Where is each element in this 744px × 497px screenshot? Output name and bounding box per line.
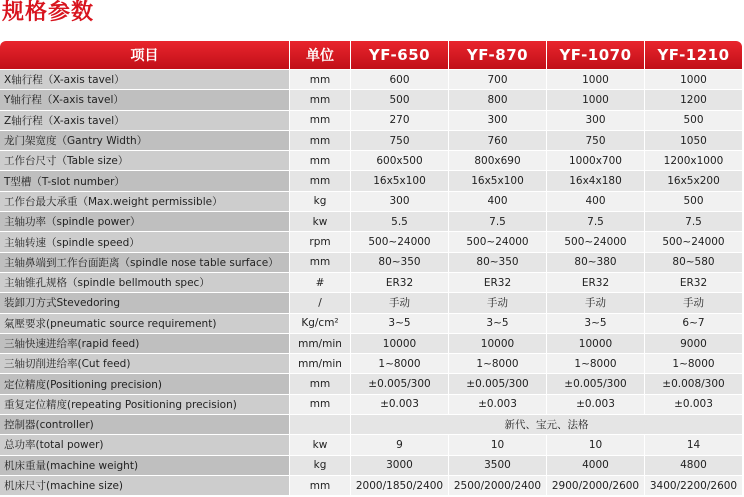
row-item-label: 工作台尺寸（Table size） [0, 150, 290, 170]
row-value: 1200x1000 [645, 150, 742, 170]
row-unit: kw [290, 434, 351, 454]
row-value: 400 [449, 191, 547, 211]
row-item-label: 定位精度(Positioning precision) [0, 373, 290, 393]
row-value: 10 [449, 434, 547, 454]
row-value: ±0.005/300 [351, 373, 449, 393]
table-row [0, 373, 742, 393]
row-value: ±0.008/300 [645, 373, 742, 393]
header-model: YF-650 [351, 41, 449, 69]
row-unit: mm [290, 373, 351, 393]
row-value: 500~24000 [449, 231, 547, 251]
row-item-label: 总功率(total power) [0, 434, 290, 454]
row-value: ±0.003 [547, 394, 645, 414]
page-title: 规格参数 [2, 0, 95, 25]
row-value: 600 [351, 69, 449, 89]
row-value: 500~24000 [351, 231, 449, 251]
row-value: 500 [351, 89, 449, 109]
row-item-label: 主轴功率（spindle power） [0, 211, 290, 231]
table-row [0, 191, 742, 211]
row-value: 4000 [547, 455, 645, 475]
row-value: ±0.003 [351, 394, 449, 414]
row-merged-value: 新代、宝元、法格 [351, 414, 742, 434]
row-value: 500~24000 [547, 231, 645, 251]
row-value: 80~580 [645, 252, 742, 272]
row-value: 1000 [645, 69, 742, 89]
header-model: YF-870 [449, 41, 547, 69]
row-value: 16x5x100 [449, 170, 547, 190]
table-row [0, 170, 742, 190]
table-row [0, 231, 742, 251]
row-value: 2900/2000/2600 [547, 475, 645, 495]
row-value: 500 [645, 110, 742, 130]
row-value: 6~7 [645, 313, 742, 333]
row-value: 3~5 [449, 313, 547, 333]
table-row [0, 313, 742, 333]
row-item-label: 三轴快速进给率(rapid feed) [0, 333, 290, 353]
row-value: 10000 [547, 333, 645, 353]
row-value: 80~350 [449, 252, 547, 272]
row-value: 9000 [645, 333, 742, 353]
row-value: 3~5 [351, 313, 449, 333]
row-value: 16x4x180 [547, 170, 645, 190]
row-value: 2500/2000/2400 [449, 475, 547, 495]
row-item-label: 三轴切削进给率(Cut feed) [0, 353, 290, 373]
row-value: 手动 [449, 292, 547, 312]
row-value: 10000 [449, 333, 547, 353]
row-value: 4800 [645, 455, 742, 475]
table-row [0, 110, 742, 130]
row-unit: mm [290, 110, 351, 130]
spec-table [0, 41, 742, 495]
row-unit: / [290, 292, 351, 312]
row-item-label: Z轴行程（X-axis tavel） [0, 110, 290, 130]
row-value: 手动 [547, 292, 645, 312]
row-item-label: 氣壓要求(pneumatic source requirement) [0, 313, 290, 333]
row-item-label: 主轴转速（spindle speed） [0, 231, 290, 251]
row-value: 1~8000 [547, 353, 645, 373]
row-value: 1~8000 [645, 353, 742, 373]
row-value: 750 [351, 130, 449, 150]
row-value: 16x5x200 [645, 170, 742, 190]
row-value: 14 [645, 434, 742, 454]
row-item-label: 机床尺寸(machine size) [0, 475, 290, 495]
row-value: ER32 [645, 272, 742, 292]
row-item-label: 装卸刀方式Stevedoring [0, 292, 290, 312]
table-row [0, 414, 742, 434]
row-value: 400 [547, 191, 645, 211]
row-value: 80~350 [351, 252, 449, 272]
row-value: 5.5 [351, 211, 449, 231]
row-value: 1000 [547, 69, 645, 89]
row-unit: mm [290, 394, 351, 414]
row-value: 300 [449, 110, 547, 130]
row-unit: mm [290, 252, 351, 272]
header-unit: 单位 [290, 41, 351, 69]
row-value: 800 [449, 89, 547, 109]
row-unit: mm [290, 130, 351, 150]
table-row [0, 252, 742, 272]
spec-body [0, 69, 742, 495]
table-row [0, 272, 742, 292]
row-value: ER32 [547, 272, 645, 292]
row-value: 800x690 [449, 150, 547, 170]
row-value: 750 [547, 130, 645, 150]
row-unit: kw [290, 211, 351, 231]
row-item-label: Y轴行程（X-axis tavel） [0, 89, 290, 109]
row-value: 1050 [645, 130, 742, 150]
row-value: ±0.003 [645, 394, 742, 414]
row-unit: mm/min [290, 353, 351, 373]
row-value: 10 [547, 434, 645, 454]
row-value: 80~380 [547, 252, 645, 272]
table-row [0, 434, 742, 454]
row-value: 300 [547, 110, 645, 130]
row-value: ±0.005/300 [449, 373, 547, 393]
row-item-label: 主轴锥孔规格（spindle bellmouth spec） [0, 272, 290, 292]
row-value: 手动 [351, 292, 449, 312]
row-value: ±0.005/300 [547, 373, 645, 393]
row-item-label: 重复定位精度(repeating Positioning precision) [0, 394, 290, 414]
table-row [0, 69, 742, 89]
table-row [0, 89, 742, 109]
table-row [0, 394, 742, 414]
row-item-label: 主轴鼻端到工作台面距离（spindle nose table surface） [0, 252, 290, 272]
table-row [0, 130, 742, 150]
row-value: 16x5x100 [351, 170, 449, 190]
row-value: ±0.003 [449, 394, 547, 414]
row-value: 300 [351, 191, 449, 211]
row-unit: Kg/cm² [290, 313, 351, 333]
row-value: 7.5 [547, 211, 645, 231]
row-value: 7.5 [449, 211, 547, 231]
header-item: 项目 [0, 41, 290, 69]
row-value: 1~8000 [351, 353, 449, 373]
row-item-label: X轴行程（X-axis tavel） [0, 69, 290, 89]
row-value: 1~8000 [449, 353, 547, 373]
row-value: 1000x700 [547, 150, 645, 170]
row-item-label: 机床重量(machine weight) [0, 455, 290, 475]
row-value: 7.5 [645, 211, 742, 231]
row-unit: rpm [290, 231, 351, 251]
row-unit: # [290, 272, 351, 292]
row-unit: mm/min [290, 333, 351, 353]
row-value: 760 [449, 130, 547, 150]
row-unit: mm [290, 89, 351, 109]
row-value: 3000 [351, 455, 449, 475]
row-value: ER32 [351, 272, 449, 292]
row-value: 3500 [449, 455, 547, 475]
row-value: 3400/2200/2600 [645, 475, 742, 495]
row-unit: mm [290, 475, 351, 495]
row-unit: kg [290, 455, 351, 475]
table-row [0, 292, 742, 312]
table-row [0, 333, 742, 353]
row-value: 600x500 [351, 150, 449, 170]
row-value: 1000 [547, 89, 645, 109]
row-unit: mm [290, 150, 351, 170]
row-value: 2000/1850/2400 [351, 475, 449, 495]
row-item-label: T型槽（T-slot number） [0, 170, 290, 190]
table-row [0, 211, 742, 231]
row-value: 9 [351, 434, 449, 454]
table-row [0, 455, 742, 475]
row-item-label: 控制器(controller) [0, 414, 290, 434]
row-value: 1200 [645, 89, 742, 109]
table-row [0, 475, 742, 495]
row-unit: mm [290, 69, 351, 89]
row-unit [290, 414, 351, 434]
row-value: 500~24000 [645, 231, 742, 251]
row-value: 270 [351, 110, 449, 130]
header-model: YF-1210 [645, 41, 742, 69]
row-item-label: 龙门架宽度（Gantry Width） [0, 130, 290, 150]
table-row [0, 353, 742, 373]
row-unit: kg [290, 191, 351, 211]
header-row [0, 41, 742, 69]
row-unit: mm [290, 170, 351, 190]
row-item-label: 工作台最大承重（Max.weight permissible） [0, 191, 290, 211]
row-value: 700 [449, 69, 547, 89]
row-value: 手动 [645, 292, 742, 312]
row-value: ER32 [449, 272, 547, 292]
row-value: 3~5 [547, 313, 645, 333]
row-value: 500 [645, 191, 742, 211]
row-value: 10000 [351, 333, 449, 353]
header-model: YF-1070 [547, 41, 645, 69]
table-row [0, 150, 742, 170]
